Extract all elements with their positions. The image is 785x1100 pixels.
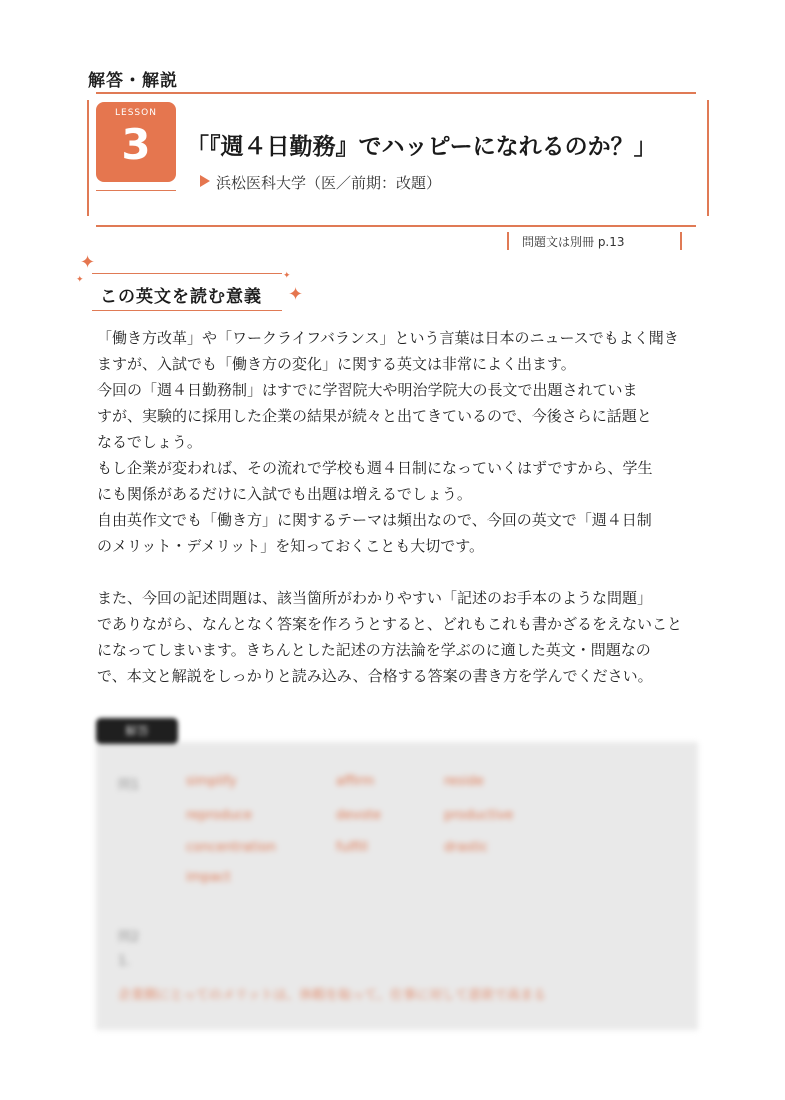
play-triangle-icon	[200, 175, 210, 187]
text-line: すが、実験的に採用した企業の結果が続々と出てきているので、今後さらに話題と	[97, 407, 652, 425]
answer-item: simplify	[186, 774, 237, 789]
answer-item: reside	[444, 774, 484, 789]
lesson-word: LESSON	[115, 108, 157, 118]
body-paragraphs	[97, 325, 697, 689]
heading-rule-top	[92, 273, 282, 274]
lesson-badge	[96, 102, 176, 182]
text-line: で、本文と解説をしっかりと読み込み、合格する答案の書き方を学んでください。	[97, 667, 653, 685]
section-label: 解答・解説	[88, 71, 178, 91]
header-frame-right	[707, 100, 709, 216]
section-heading: この英文を読む意義	[100, 287, 262, 307]
answer-item: impact	[186, 870, 231, 885]
lesson-number: 3	[121, 120, 151, 169]
text-line: でありながら、なんとなく答案を作ろうとすると、どれもこれも書かざるをえないこと	[97, 615, 683, 633]
answer-q2-sub: 1.	[118, 954, 131, 969]
lesson-title: 「『週４日勤務』でハッピーになれるのか？」	[186, 134, 657, 160]
answer-q2-text: 企業側にとってのメリットは、休暇を取って、仕事に対して意欲で高まる	[118, 988, 546, 1003]
heading-rule-bottom	[92, 310, 282, 311]
paragraph-gap	[97, 559, 697, 585]
answer-tab-label: 解答	[124, 724, 149, 738]
source-label: 浜松医科大学（医／前期：改題）	[216, 174, 442, 192]
answer-item: reproduce	[186, 808, 252, 823]
answer-item: drastic	[444, 840, 489, 855]
sparkle-icon: ✦	[288, 284, 304, 305]
header-frame-bottom	[96, 225, 696, 227]
answer-item: devote	[336, 808, 381, 823]
sparkle-icon: ✦	[283, 271, 291, 281]
answer-tab	[96, 718, 178, 744]
answer-block	[96, 742, 698, 1030]
text-line: なるでしょう。	[97, 433, 202, 451]
answer-item: affirm	[336, 774, 375, 789]
sparkle-icon: ✦	[80, 252, 96, 273]
reference-rule-left	[507, 232, 509, 250]
answer-q1-label: 問1	[118, 778, 140, 793]
answer-item: fulfill	[336, 840, 368, 855]
text-line: 今回の「週４日勤務制」はすでに学習院大や明治学院大の長文で出題されていま	[97, 381, 638, 399]
header-frame-top	[96, 92, 696, 94]
lesson-rule	[96, 190, 176, 191]
answer-q2-label: 問2	[118, 930, 140, 945]
header-frame-left	[87, 100, 89, 216]
reference-text: 問題文は別冊 p.13	[522, 235, 625, 249]
text-line: また、今回の記述問題は、該当箇所がわかりやすい「記述のお手本のような問題」	[97, 589, 653, 607]
text-line: もし企業が変われば、その流れで学校も週４日制になっていくはずですから、学生	[97, 459, 653, 477]
text-line: 「働き方改革」や「ワークライフバランス」という言葉は日本のニュースでもよく聞き	[97, 329, 679, 347]
answer-item: productive	[444, 808, 514, 823]
answer-item: concentration	[186, 840, 277, 855]
text-line: 自由英作文でも「働き方」に関するテーマは頻出なので、今回の英文で「週４日制	[97, 511, 652, 529]
text-line: のメリット・デメリット」を知っておくことも大切です。	[97, 537, 485, 555]
reference-rule-right	[680, 232, 682, 250]
text-line: ますが、入試でも「働き方の変化」に関する英文は非常によく出ます。	[97, 355, 576, 373]
sparkle-icon: ✦	[76, 275, 84, 285]
text-line: になってしまいます。きちんとした記述の方法論を学ぶのに適した英文・問題なの	[97, 641, 651, 659]
text-line: にも関係があるだけに入試でも出題は増えるでしょう。	[97, 485, 472, 503]
